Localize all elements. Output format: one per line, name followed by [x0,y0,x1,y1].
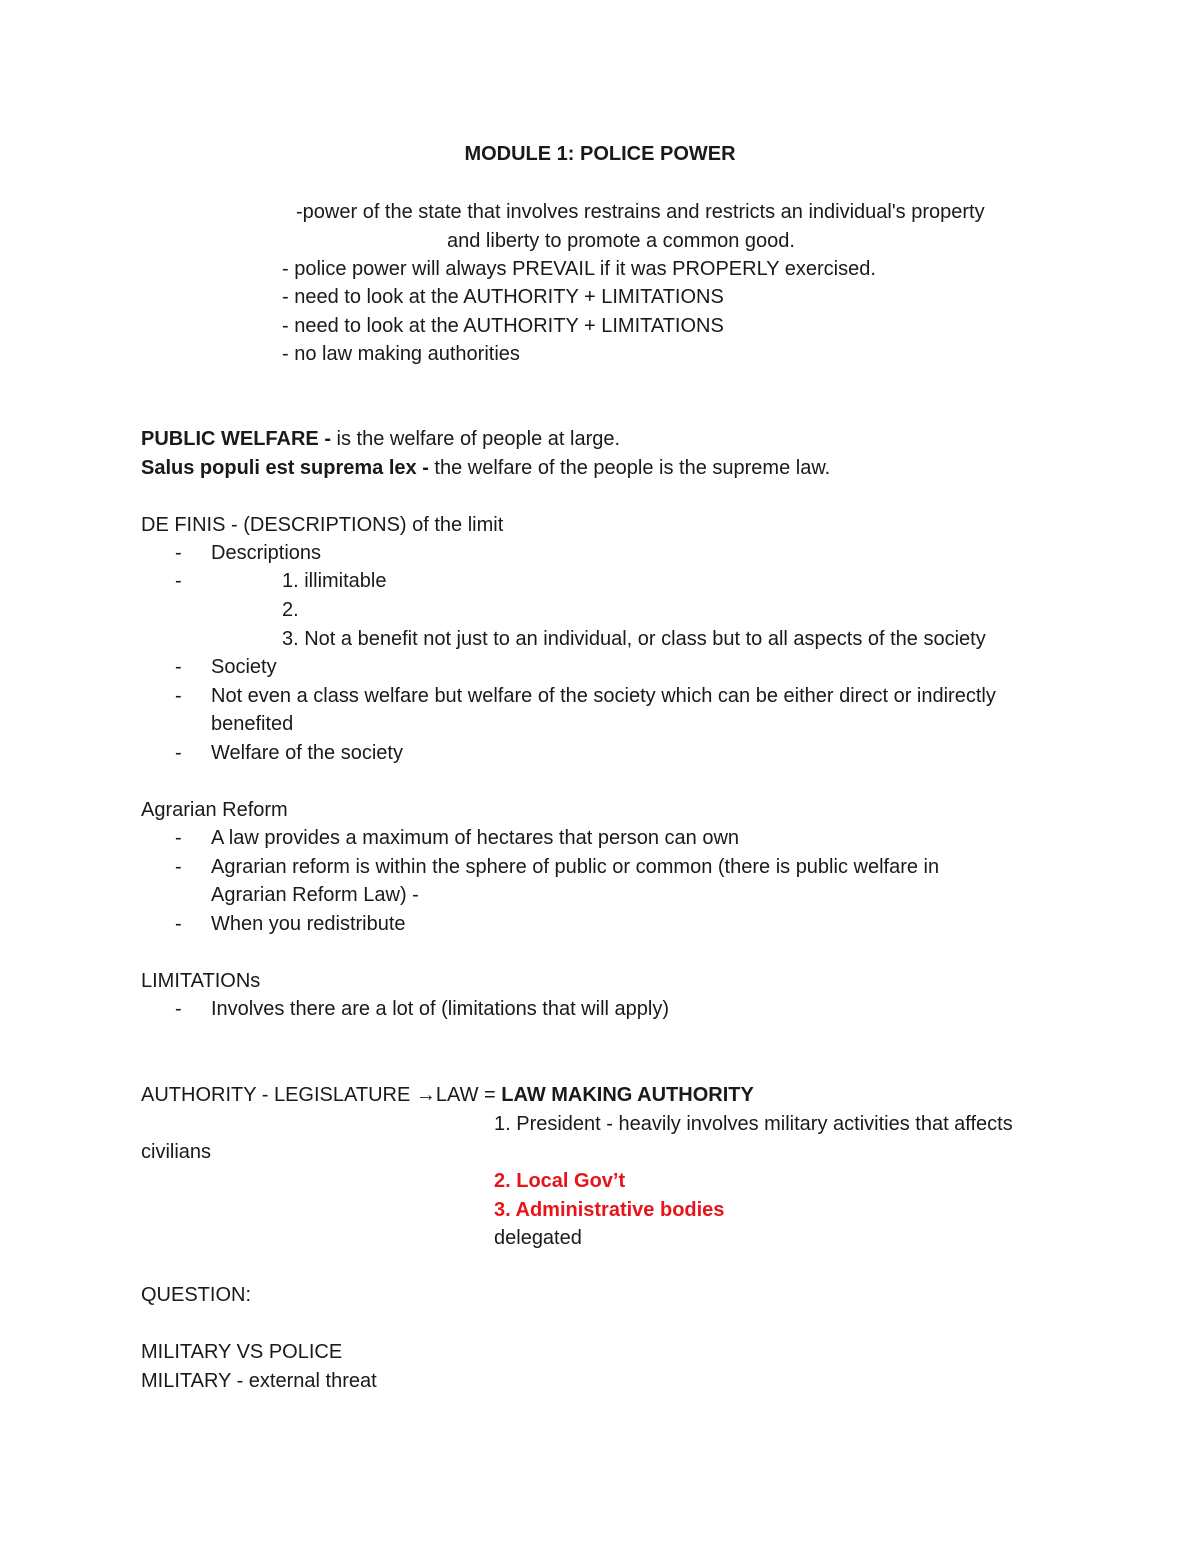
list-dash: - [175,856,182,878]
list-dash: - [175,542,182,564]
list-dash: - [175,656,182,678]
list-dash: - [175,742,182,764]
public-welfare-definition [141,427,620,451]
salus-text: the welfare of the people is the supreme law. [428,457,831,479]
list-item: A law provides a maximum of hectares that person can own [211,827,740,849]
military-definition: MILITARY - external threat [141,1370,377,1392]
list-item: When you redistribute [211,913,406,935]
page-title: MODULE 1: POLICE POWER [464,143,736,165]
list-dash: - [175,827,182,849]
authority-bold: LAW MAKING AUTHORITY [501,1084,754,1106]
list-item-continuation: Agrarian Reform Law) - [211,884,419,906]
intro-line-2: and liberty to promote a common good. [447,230,795,252]
numbered-item: 3. Not a benefit not just to an individual, or class but to all aspects of the society [282,628,986,650]
limitations-heading: LIMITATIONs [141,970,261,992]
authority-item: 1. President - heavily involves military activities that affects [494,1113,1013,1135]
list-dash: - [175,685,182,707]
numbered-item: 1. illimitable [282,570,387,592]
authority-delegated: delegated [494,1227,582,1249]
numbered-item: 2. [282,599,299,621]
list-item-continuation: benefited [211,713,294,735]
salus-term: Salus populi est suprema lex - [141,457,429,479]
list-dash: - [175,913,182,935]
intro-bullet: - need to look at the AUTHORITY + LIMITATIONS [282,286,724,308]
intro-bullet: - no law making authorities [282,343,520,365]
public-welfare-text: is the welfare of people at large. [331,428,621,450]
list-item: Involves there are a lot of (limitations that will apply) [211,998,669,1020]
list-item: Not even a class welfare but welfare of the society which can be either direct or indirectly [211,685,996,707]
public-welfare-term: PUBLIC WELFARE - [141,428,331,450]
list-item: Agrarian reform is within the sphere of public or common (there is public welfare in [211,856,940,878]
authority-item-highlight: 3. Administrative bodies [494,1199,725,1221]
list-item: Society [211,656,277,678]
agrarian-heading: Agrarian Reform [141,799,288,821]
intro-bullet: - police power will always PREVAIL if it was PROPERLY exercised. [282,258,876,280]
list-dash: - [175,570,182,592]
question-heading: QUESTION: [141,1284,252,1306]
military-vs-police: MILITARY VS POLICE [141,1341,343,1363]
authority-item-continuation: civilians [141,1141,212,1163]
intro-bullet: - need to look at the AUTHORITY + LIMITATIONS [282,315,724,337]
authority-line [141,1083,754,1107]
authority-item-highlight: 2. Local Gov’t [494,1170,626,1192]
authority-prefix: AUTHORITY - LEGISLATURE →LAW = [141,1084,502,1106]
list-item: Descriptions [211,542,322,564]
intro-line-1: -power of the state that involves restrains and restricts an individual's property [296,201,985,223]
list-item: Welfare of the society [211,742,403,764]
de-finis-heading: DE FINIS - (DESCRIPTIONS) of the limit [141,514,504,536]
list-dash: - [175,998,182,1020]
salus-definition [141,456,830,480]
